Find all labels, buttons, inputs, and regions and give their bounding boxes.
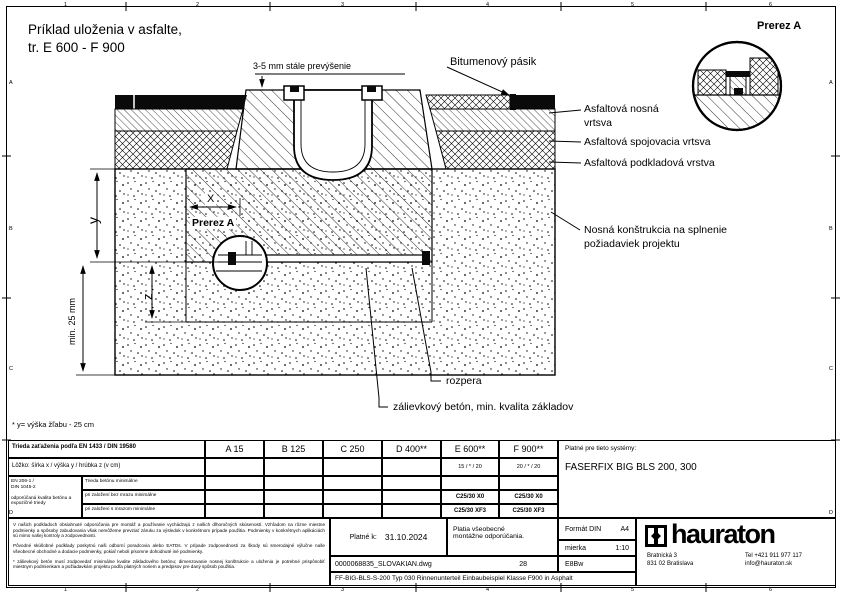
grid-col-label: 5 (631, 587, 635, 593)
table-cell (323, 490, 382, 504)
scale-label: mierka (565, 544, 587, 552)
file-row (330, 556, 558, 572)
grid-row-label: C (9, 366, 13, 372)
section-a-title: Prerez A (757, 20, 802, 32)
grid-col-label: 3 (341, 2, 345, 8)
grid-col-label: 2 (196, 587, 200, 593)
email: info@hauraton.sk (745, 561, 793, 567)
valid-date-box (330, 518, 447, 556)
footnote: * y= výška žľabu - 25 cm (12, 420, 95, 429)
assembly-note-2: montážne odporúčania. (453, 533, 525, 540)
elevation-label: 3-5 mm stále prevýšenie (253, 61, 352, 71)
disclaimer-paragraph-2: Pôvodné skúšobné podklady poskytnú naši odborní poradcovia alebo EATDs. V prípade zodpovednosti za škody sú smerodajné výlučne naše všeobecné obchodné a dodacie podmienky, pokiaľ neboli písomne dohodnuté iné podmienky. (13, 543, 325, 554)
assembly-note-box (447, 518, 558, 556)
bedding-d (382, 458, 441, 476)
grid-col-label: 4 (486, 2, 490, 8)
grout-label: zálievkový betón, min. kvalita základov (393, 401, 574, 413)
class-b125: B 125 (264, 440, 323, 458)
grid-col-label: 6 (769, 2, 773, 8)
phone: Tel +421 911 977 117 (745, 553, 802, 559)
grid-col-label: 1 (64, 587, 68, 593)
code-cell: E8Bw (558, 556, 636, 572)
concrete-grade-frost-e600: C25/30 XF3 (441, 504, 499, 518)
bedding-c (323, 458, 382, 476)
assembly-note-1: Platia všeobecné (453, 526, 505, 533)
valid-date: 31.10.2024 (384, 532, 428, 542)
page-number: 28 (519, 560, 527, 568)
section-a-marker-label: Prerez A (192, 217, 235, 229)
bitumen-strip-label: Bitumenový pásik (450, 56, 537, 68)
systems-value: FASERFIX BIG BLS 200, 300 (565, 462, 697, 473)
grid-row-label: D (9, 510, 13, 516)
bearing-structure-label1: Nosná konštrukcia na splnenie (584, 224, 728, 236)
table-cell (205, 476, 264, 490)
page-title-line1: Príklad uloženia v asfalte, (28, 22, 182, 37)
class-d400: D 400** (382, 440, 441, 458)
asphalt-base-layer-label: Asfaltová podkladová vrstva (584, 157, 715, 169)
bedding-b (264, 458, 323, 476)
table-cell (323, 504, 382, 518)
concrete-standard-cell (8, 476, 82, 518)
asphalt-top-layer-label2: vrtsva (584, 117, 613, 129)
table-cell (323, 476, 382, 490)
valid-label: Platné k: (349, 533, 377, 541)
grid-row-label: C (829, 366, 833, 372)
grid-row-label: D (829, 510, 833, 516)
bedding-f: 20 / * / 20 (499, 458, 558, 476)
scale-row (558, 540, 636, 556)
grid-col-label: 5 (631, 2, 635, 8)
address-line1: Bratnická 3 (647, 553, 678, 559)
disclaimer-box (8, 518, 330, 586)
grid-col-label: 2 (196, 2, 200, 8)
scale-value: 1:10 (615, 544, 629, 552)
concrete-note: odporúčaná kvalita betónu a expozičné triedy (11, 495, 72, 507)
brand-name: hauraton (671, 519, 775, 549)
concrete-row-label: Trieda betónu minimálne (82, 476, 205, 490)
asphalt-top-layer-label: Asfaltová nosná (584, 103, 659, 115)
grid-col-label: 1 (64, 2, 68, 8)
concrete-row-label: pri založení bez mrazu minimálne (82, 490, 205, 504)
grid-col-label: 4 (486, 587, 490, 593)
drawing-file-name: 0000068835_SLOVAKIAN.dwg (335, 560, 432, 568)
spacer-label: rozpera (446, 375, 482, 387)
doc-title-row: FF-BIG-BLS-S-200 Typ 030 Rinnenunterteil Einbaubeispiel Klasse F900 in Asphalt (330, 572, 636, 586)
grid-col-label: 3 (341, 587, 345, 593)
class-f900: F 900** (499, 440, 558, 458)
page-title-line2: tr. E 600 - F 900 (28, 40, 125, 55)
bedding-label: Lôžko: šírka x / výška y / hrúbka z (v cm) (8, 458, 205, 476)
class-c250: C 250 (323, 440, 382, 458)
dim-z-label: z (140, 293, 155, 300)
bearing-structure-label2: požiadaviek projektu (584, 238, 680, 250)
table-cell (382, 490, 441, 504)
load-class-header: Trieda zaťaženia podľa EN 1433 / DIN 19580 (8, 440, 205, 458)
address-line2: 831 02 Bratislava (647, 561, 694, 567)
concrete-standard-2: DIN 1045-2 (11, 484, 36, 490)
format-label: Formát DIN (565, 525, 602, 533)
table-cell (264, 490, 323, 504)
class-a15: A 15 (205, 440, 264, 458)
table-cell (382, 504, 441, 518)
systems-label: Platné pre tieto systémy: (565, 445, 637, 452)
class-e600: E 600** (441, 440, 499, 458)
grid-row-label: A (9, 80, 13, 86)
grid-col-label: 6 (769, 587, 773, 593)
dim-min25-label: min. 25 mm (67, 297, 77, 345)
table-cell (382, 476, 441, 490)
table-cell (264, 476, 323, 490)
asphalt-binder-layer-label: Asfaltová spojovacia vrtsva (584, 136, 711, 148)
table-cell (264, 504, 323, 518)
concrete-row-label: pri založení s mrazom minimálne (82, 504, 205, 518)
grid-row-label: B (829, 226, 833, 232)
table-cell (441, 476, 499, 490)
disclaimer-paragraph-3: * zálievkový betón musí zodpovedať minimálne kvalite základového betónu; dimenzovanie nosnej konštrukcie a uloženia je potrebné prispôsobiť miestnym podmienkam a požiadavkám projektu podľa platných noriem a predpisov pre daný spôsob použitia. (13, 558, 325, 570)
concrete-grade-frost-f900: C25/30 XF3 (499, 504, 558, 518)
table-cell (499, 476, 558, 490)
concrete-standard-1: EN 206-1 / (11, 479, 34, 484)
concrete-grade-e600: C25/30 X0 (441, 490, 499, 504)
concrete-grade-f900: C25/30 X0 (499, 490, 558, 504)
logo-box (636, 518, 836, 586)
dim-x-label: X (207, 193, 215, 205)
grid-row-label: A (829, 80, 833, 86)
table-cell (205, 504, 264, 518)
format-row (558, 518, 636, 540)
bedding-e: 15 / * / 20 (441, 458, 499, 476)
dim-y-label: y (85, 217, 101, 224)
bedding-a (205, 458, 264, 476)
systems-box (558, 440, 836, 518)
format-value: A4 (620, 525, 629, 533)
disclaimer-paragraph-1: V našich podkladoch obsiahnuté odporúčania pre montáž a používanie vychádzajú z našich dlhoročných skúseností. Vzhľadom na rôzne miestne podmienky a spôsoby zabudovania však nemôžeme prevziať záruku za výsledok v konkrétnom prípade použitia. Podmienky v konkrétnych aplikáciách sú mimo našej kontroly a zodpovednosti. (13, 522, 325, 539)
grid-row-label: B (9, 226, 13, 232)
table-cell (205, 490, 264, 504)
